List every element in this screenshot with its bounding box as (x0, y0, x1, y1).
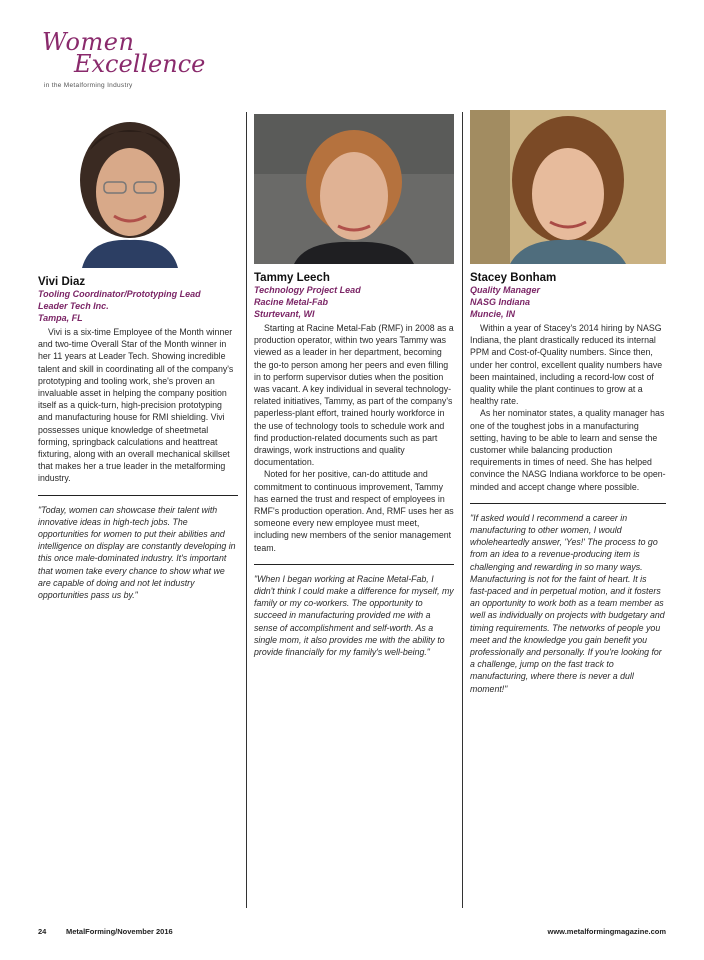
profile-vivi-diaz (38, 110, 238, 601)
magazine-url[interactable]: www.metalformingmagazine.com (547, 927, 666, 936)
profile-quote: "When I began working at Racine Metal-Fab, I didn't think I could make a difference for myself, my family or my co-workers. The opportunity to succeed in manufacturing provided me with a sense of accomplishment and self-worth. As a single mom, it also provides me with the ability to provide financially for my family's well-being." (254, 564, 454, 658)
logo-word-women: Women (42, 28, 135, 56)
column-divider (246, 112, 247, 908)
profile-name: Stacey Bonham (470, 272, 557, 284)
profile-company: NASG Indiana (470, 297, 531, 307)
profile-quote: "Today, women can showcase their talent with innovative ideas in high-tech jobs. The opportunities for women to put their abilities and intelligence on display are constantly developing in this once male-dominated industry. It's important that women take every chance to show what we are capable of doing and not let industry opportunities pass us by." (38, 495, 238, 602)
photo-stacey-bonham (470, 110, 666, 264)
body-paragraph: Noted for her positive, can-do attitude and commitment to continuous improvement, Tammy has earned the trust and respect of employees in RMF's production operation. And, RMF uses her as someone every new employee must meet, including new members of the senior management team. (254, 469, 454, 553)
profile-title: Quality Manager (470, 285, 541, 295)
issue-label: MetalForming/November 2016 (66, 927, 173, 936)
profile-title: Technology Project Lead (254, 285, 361, 295)
profile-tammy-leech (254, 110, 454, 658)
profile-body (254, 322, 454, 554)
body-paragraph: Starting at Racine Metal-Fab (RMF) in 2008 as a production operator, within two years Tammy was viewed as a leader in her department, becoming the go-to person among her peers and even filling in to perform supervisor duties when the position was vacant. A key individual in several technology-related initiatives, Tammy, as part of the company's paperless-plant effort, trained hourly workforce in the use of technology tools to schedule work and find production-related documents such as part drawings, work instructions and quality documentation. (254, 323, 454, 468)
profile-location: Muncie, IN (470, 309, 516, 319)
profile-stacey-bonham (470, 110, 666, 695)
photo-tammy-leech (254, 114, 454, 264)
profile-company: Racine Metal-Fab (254, 297, 329, 307)
photo-vivi-diaz (70, 110, 188, 268)
profile-company: Leader Tech Inc. (38, 301, 109, 311)
profile-location: Sturtevant, WI (254, 309, 315, 319)
profile-body (38, 326, 238, 485)
body-paragraph: As her nominator states, a quality manager has one of the toughest jobs in a manufacturing setting, having to be able to learn and sense the customer while balancing production requirements in times of need. She has helped convince the NASG Indiana workforce to be open-minded and accept change where possible. (470, 408, 666, 492)
profile-title: Tooling Coordinator/Prototyping Lead (38, 289, 201, 299)
women-excellence-logo (38, 28, 206, 94)
profile-body (470, 322, 666, 493)
page-number: 24 (38, 927, 47, 936)
profile-name: Tammy Leech (254, 272, 330, 284)
body-paragraph: Vivi is a six-time Employee of the Month winner and two-time Overall Star of the Month winner in her 11 years at Leader Tech. Showing incredible talent and skill in coordinating all of the company's prototyping and tooling work, she's proven an invaluable asset in helping the company position itself as a quick-turn, high-precision prototyping and manufacturing house for RMI shielding. Vivi possesses unique knowledge of sheetmetal forming, springback calculations and heattreat fixturing, along with an overall mechanical skillset that makes her a true leader in the metalforming industry. (38, 327, 234, 484)
logo-subtitle: in the Metalforming Industry (44, 82, 133, 89)
page-footer (38, 927, 666, 939)
column-divider (462, 112, 463, 908)
profile-name: Vivi Diaz (38, 276, 86, 288)
logo-word-excellence: Excellence (74, 50, 206, 78)
profile-quote: "If asked would I recommend a career in manufacturing to other women, I would wholeheartedly answer, 'Yes!' The process to go from an idea to a revenue-producing item is challenging and rewarding in so many ways. Manufacturing is not for the faint of heart. It is fast-paced and in perpetual motion, and it fosters an opportunity to work both as a team member as well as individually on projects with budgetary and timing requirements. The networks of people you meet and the knowledge you gain benefit you professionally and personally. If you're looking for a challenge, jump on the fast track to manufacturing, where there is never a dull moment!" (470, 503, 666, 695)
body-paragraph: Within a year of Stacey's 2014 hiring by NASG Indiana, the plant drastically reduced its internal PPM and Cost-of-Quality numbers. Since then, under her control, excellent quality numbers have been maintained, including a record-low cost of quality while the plant continues to grow at a healthy rate. (470, 323, 663, 407)
profile-location: Tampa, FL (38, 313, 83, 323)
